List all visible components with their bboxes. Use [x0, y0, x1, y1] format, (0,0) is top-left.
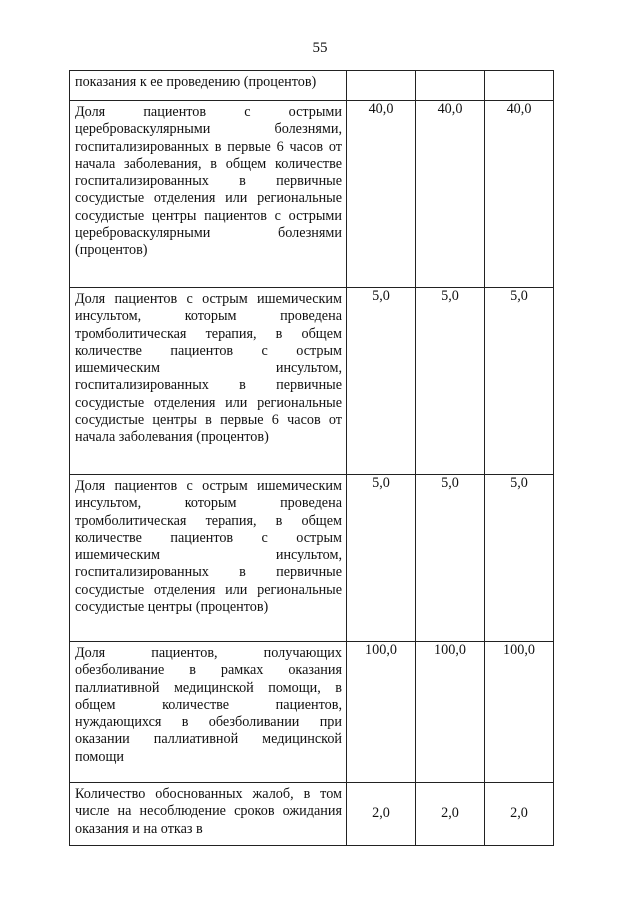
value-cell-year-1	[347, 71, 416, 101]
table-row	[70, 642, 554, 783]
value-cell-year-2: 100,0	[416, 642, 485, 783]
page-number: 55	[312, 40, 328, 56]
indicator-description-cell	[70, 288, 347, 475]
value-cell-year-3: 2,0	[485, 783, 554, 846]
table-row	[70, 288, 554, 475]
value-cell-year-2: 5,0	[416, 475, 485, 642]
table-row	[70, 101, 554, 288]
value-cell-year-1: 5,0	[347, 288, 416, 475]
value-cell-year-2: 2,0	[416, 783, 485, 846]
value-cell-year-3: 5,0	[485, 288, 554, 475]
indicator-description-cell	[70, 475, 347, 642]
value-cell-year-1: 5,0	[347, 475, 416, 642]
indicators-table	[69, 70, 554, 846]
value-cell-year-3: 5,0	[485, 475, 554, 642]
table-row	[70, 783, 554, 846]
indicator-description-cell	[70, 642, 347, 783]
value-cell-year-1: 100,0	[347, 642, 416, 783]
value-cell-year-3	[485, 71, 554, 101]
value-cell-year-3: 40,0	[485, 101, 554, 288]
indicator-description: показания к ее проведению (процентов)	[75, 74, 317, 90]
indicator-description: Доля пациентов с острым ишемическим инсультом, которым проведена тромболитическая терапия, в общем количестве пациентов с острым ишемическим инсультом, госпитализированных в первичные сосудистые отделения или региональные сосудистые центры в первые 6 часов от начала заболевания (процентов)	[75, 291, 342, 446]
indicator-description: Доля пациентов с острым ишемическим инсультом, которым проведена тромболитическая терапия, в общем количестве пациентов с острым ишемическим инсультом, госпитализированных в первичные сосудистые отделения или региональные сосудистые центры (процентов)	[75, 478, 342, 616]
indicator-description-cell	[70, 783, 347, 846]
table-row	[70, 475, 554, 642]
indicator-description: Доля пациентов с острыми цереброваскулярными болезнями, госпитализированных в первые 6 часов от начала заболевания, в общем количестве госпитализированных в первичные сосудистые отделения или региональные сосудистые центры пациентов с острыми цереброваскулярными болезнями (процентов)	[75, 104, 342, 259]
value-cell-year-1: 2,0	[347, 783, 416, 846]
value-cell-year-2	[416, 71, 485, 101]
table-row	[70, 71, 554, 101]
indicator-description-cell	[70, 71, 347, 101]
value-cell-year-3: 100,0	[485, 642, 554, 783]
value-cell-year-2: 40,0	[416, 101, 485, 288]
value-cell-year-2: 5,0	[416, 288, 485, 475]
indicator-description: Доля пациентов, получающих обезболивание в рамках оказания паллиативной медицинской помощи, в общем количестве пациентов, нуждающихся в обезболивании при оказании паллиативной медицинской помощи	[75, 645, 342, 765]
indicator-description-cell	[70, 101, 347, 288]
value-cell-year-1: 40,0	[347, 101, 416, 288]
indicator-description: Количество обоснованных жалоб, в том числе на несоблюдение сроков ожидания оказания и на отказ в	[75, 786, 342, 837]
